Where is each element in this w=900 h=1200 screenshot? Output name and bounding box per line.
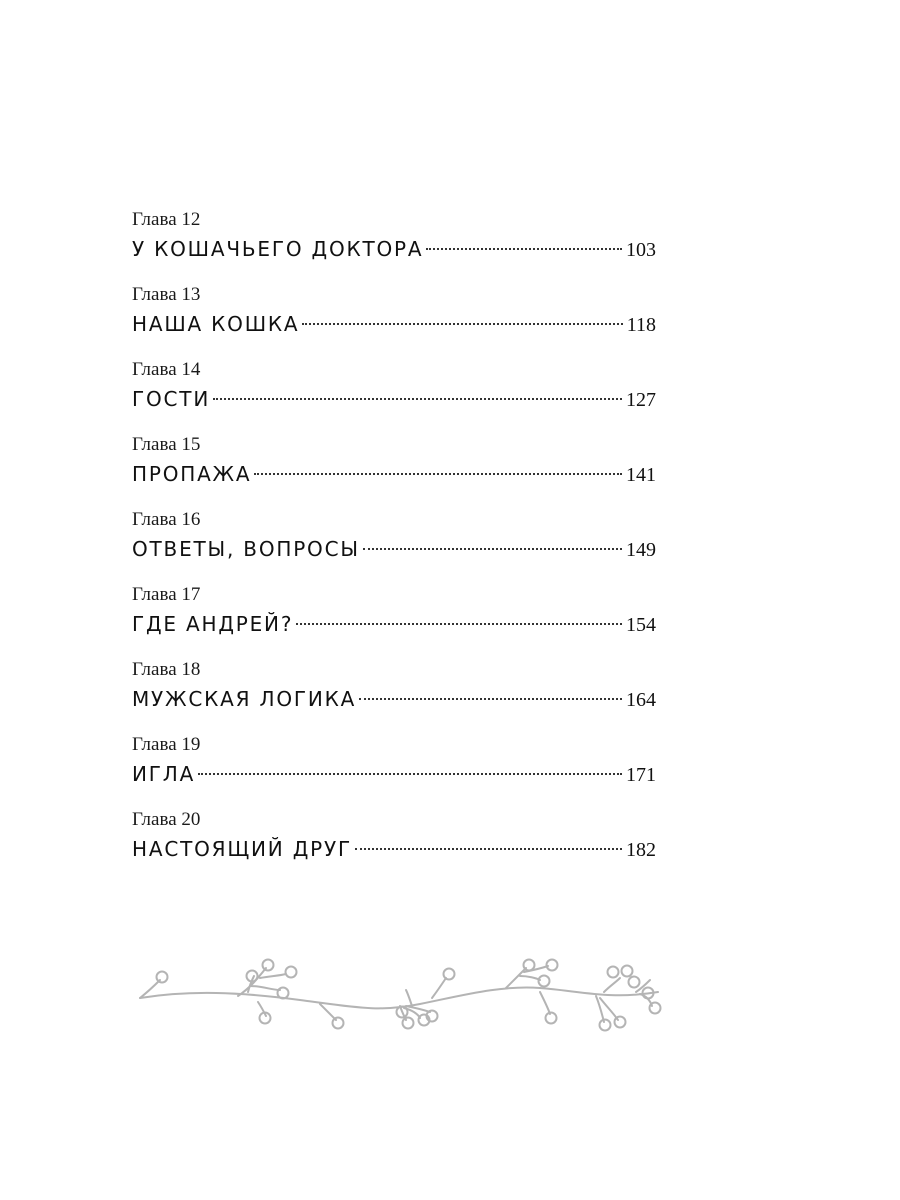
page-number: 118: [626, 314, 656, 336]
chapter-label: Глава 17: [132, 584, 201, 605]
chapter-label: Глава 15: [132, 434, 201, 455]
chapter-label: Глава 13: [132, 284, 201, 305]
page-number: 182: [626, 839, 656, 861]
chapter-label: Глава 18: [132, 659, 201, 680]
chapter-label: Глава 19: [132, 734, 201, 755]
chapter-label: Глава 14: [132, 359, 201, 380]
chapter-label: Глава 16: [132, 509, 201, 530]
page-number: 127: [626, 389, 656, 411]
chapter-title: У КОШАЧЬЕГО ДОКТОРА: [132, 237, 424, 261]
page-number: 141: [626, 464, 656, 486]
chapter-title: НАША КОШКА: [132, 312, 300, 336]
chapter-title: НАСТОЯЩИЙ ДРУГ: [132, 837, 352, 861]
chapter-title: ГОСТИ: [132, 387, 211, 411]
chapter-title: ОТВЕТЫ, ВОПРОСЫ: [132, 537, 360, 561]
chapter-title: ПРОПАЖА: [132, 462, 252, 486]
chapter-title: ИГЛА: [132, 762, 196, 786]
page-number: 171: [626, 764, 656, 786]
chapter-title: МУЖСКАЯ ЛОГИКА: [132, 687, 357, 711]
page-number: 103: [626, 239, 656, 261]
chapter-label: Глава 12: [132, 209, 201, 230]
chapter-label: Глава 20: [132, 809, 201, 830]
page-number: 164: [626, 689, 656, 711]
chapter-title: ГДЕ АНДРЕЙ?: [132, 612, 294, 636]
page-number: 154: [626, 614, 656, 636]
page-number: 149: [626, 539, 656, 561]
